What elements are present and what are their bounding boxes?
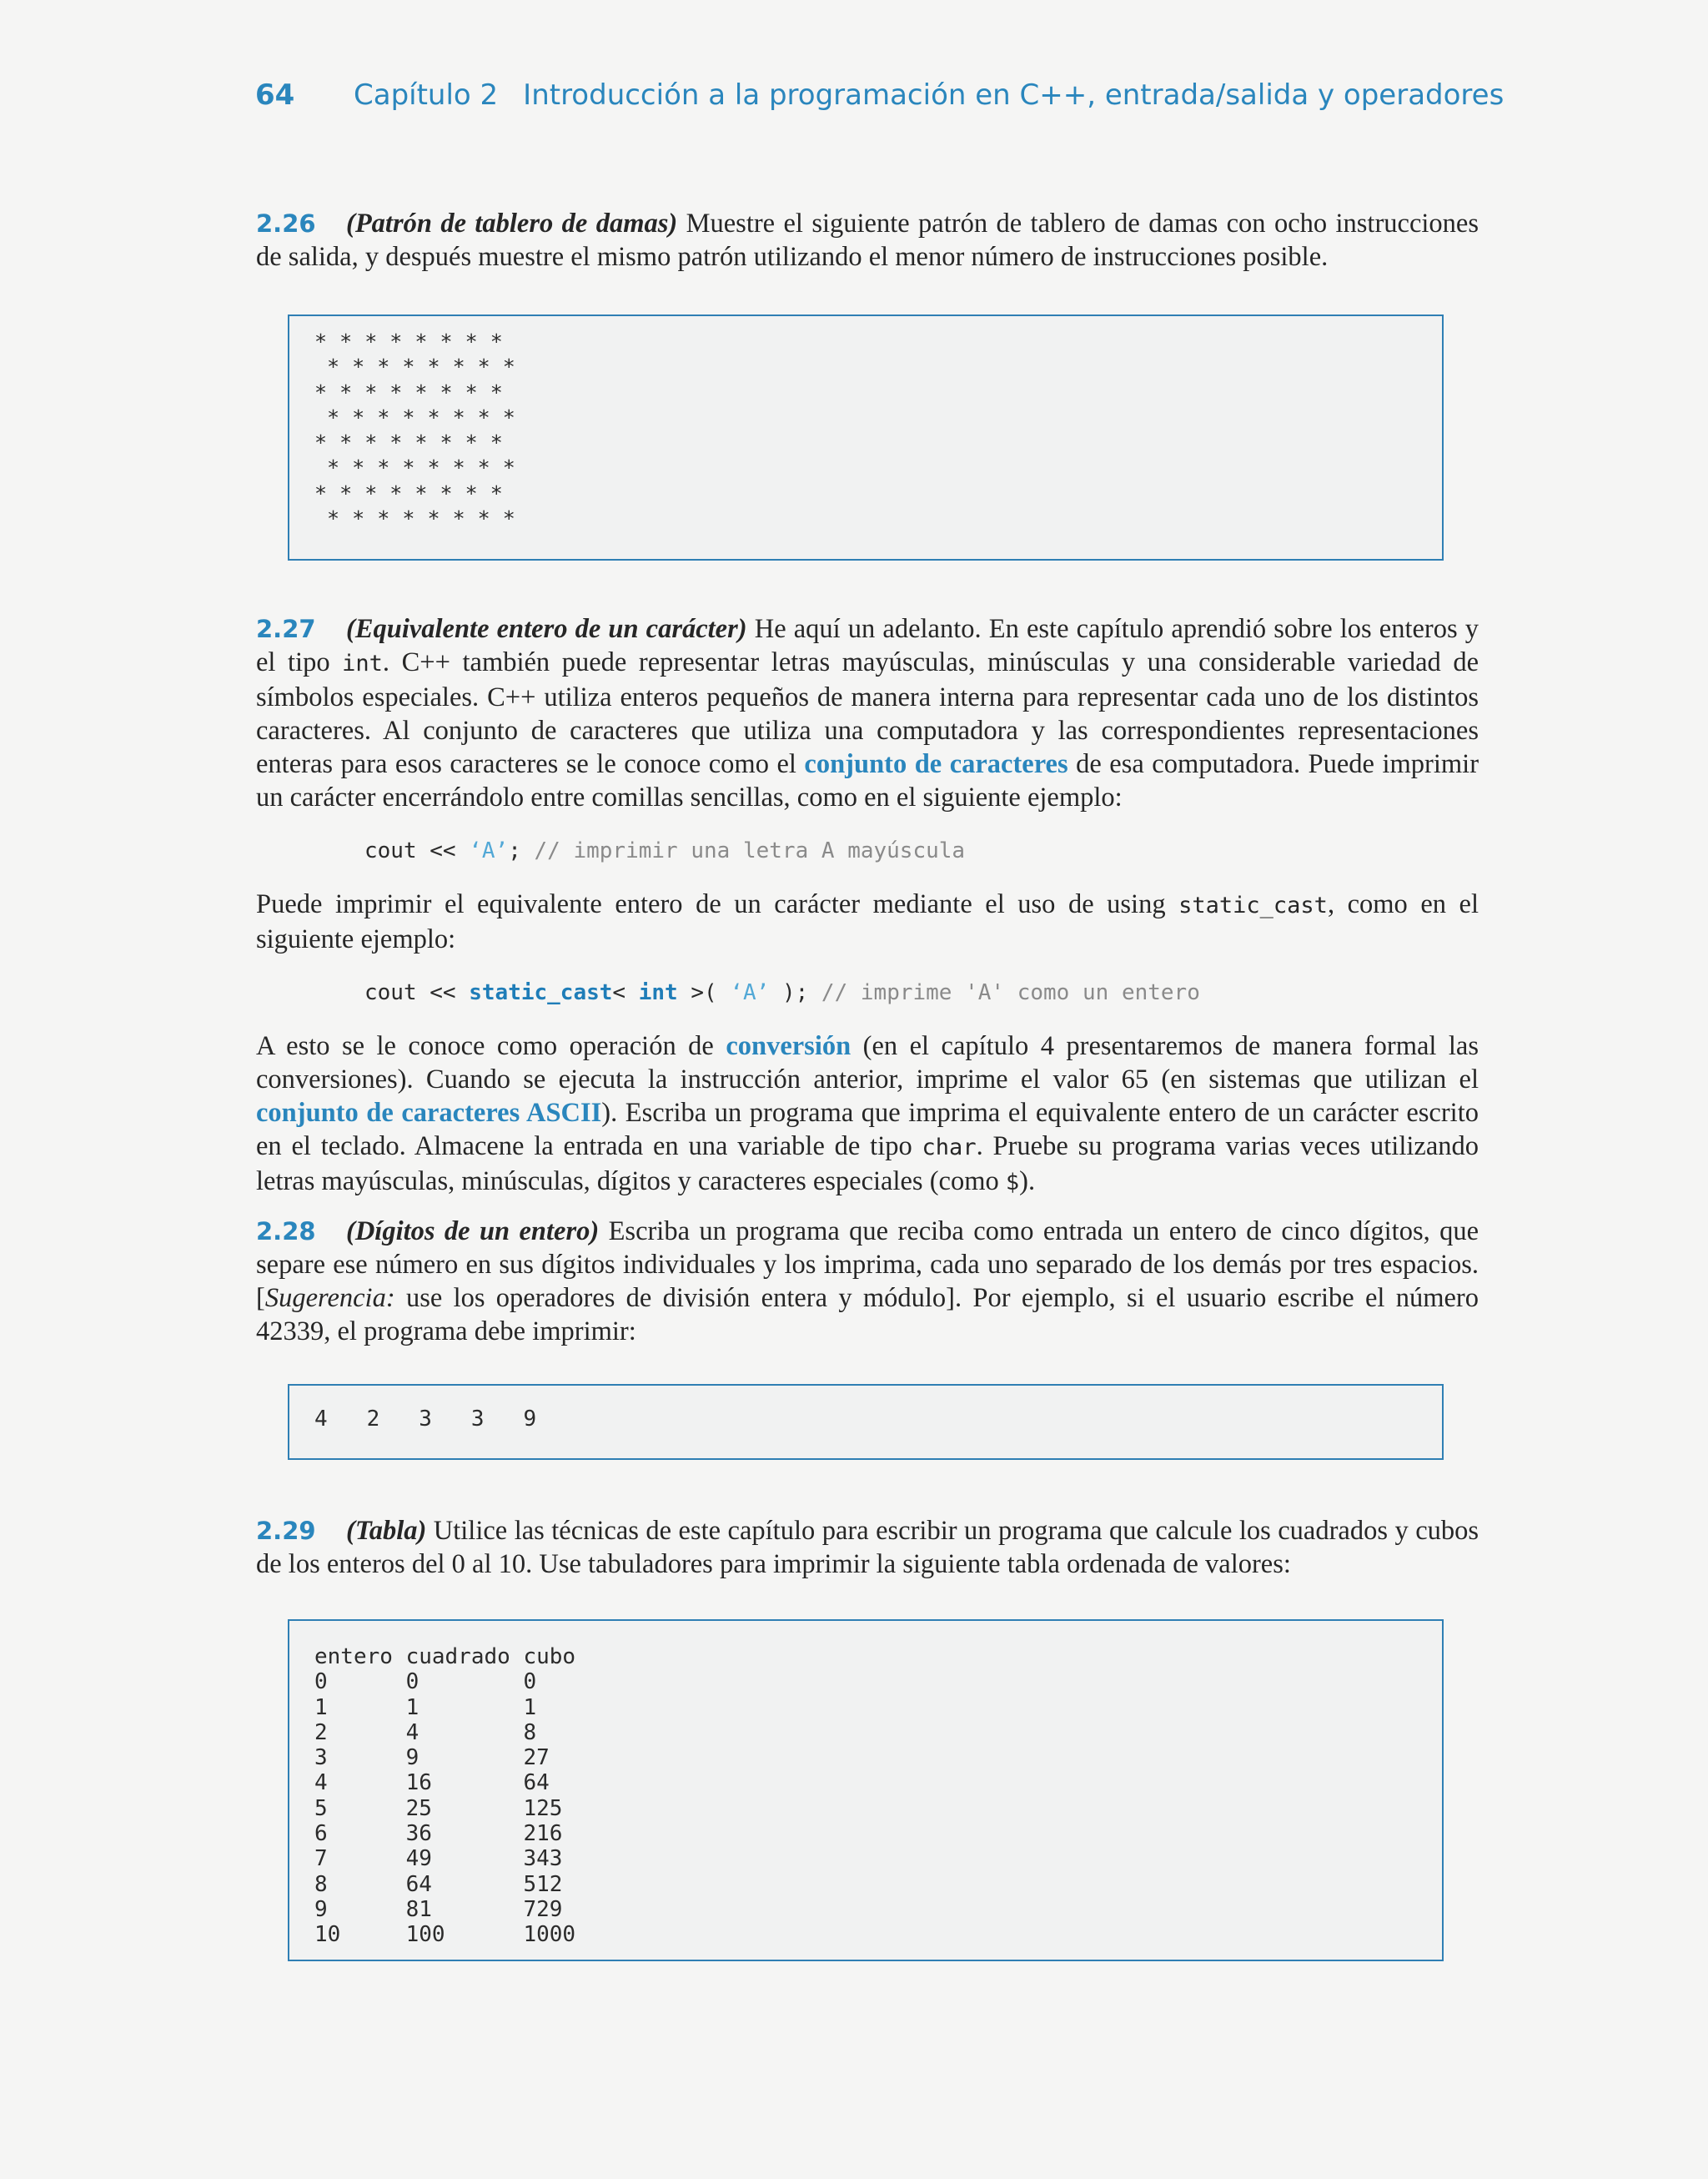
exercise-text: (en el capítulo 4 presentaremos de manera formal las conversiones). Cuando se ejecuta la instrucción anterior, imprime el valor 65 (en sistemas que utilizan el bbox=[256, 1031, 1479, 1095]
code-text: cout << bbox=[364, 980, 470, 1005]
chapter-title: Introducción a la programación en C++, entrada/salida y operadores bbox=[523, 78, 1505, 112]
key-term-conversion: conversión bbox=[726, 1031, 851, 1061]
exercise-text: use los operadores de división entera y módulo]. Por ejemplo, si el usuario escribe el número 42339, el programa debe imprimir: bbox=[256, 1283, 1479, 1346]
code-comment: // imprime 'A' como un entero bbox=[821, 980, 1200, 1005]
exercise-2-29 bbox=[256, 1514, 1479, 1581]
exercise-text: . Pruebe su programa varias veces utilizando letras mayúsculas, minúsculas, dígitos y caracteres especiales (como bbox=[256, 1131, 1479, 1196]
exercise-2-27 bbox=[256, 612, 1479, 814]
code-text: ; bbox=[508, 838, 535, 863]
code-keyword: int bbox=[638, 980, 678, 1005]
code-text: < bbox=[612, 980, 639, 1005]
code-comment: // imprimir una letra A mayúscula bbox=[534, 838, 966, 863]
squares-cubes-table-box bbox=[288, 1619, 1444, 1961]
code-text: cout << bbox=[364, 838, 470, 863]
exercise-text: de esa computadora. Puede imprimir un carácter encerrándolo entre comillas sencillas, como en el siguiente ejemplo: bbox=[256, 749, 1479, 813]
key-term-ascii: conjunto de caracteres ASCII bbox=[256, 1098, 602, 1128]
checkerboard-output-box bbox=[288, 315, 1444, 561]
code-example-1 bbox=[364, 837, 965, 865]
exercise-number: 2.28 bbox=[256, 1217, 316, 1246]
exercise-number: 2.27 bbox=[256, 615, 316, 643]
exercise-text: Utilice las técnicas de este capítulo para escribir un programa que calcule los cuadrados y cubos de los enteros del 0 al 10. Use tabuladores para imprimir la siguiente tabla ordenada de valores: bbox=[256, 1516, 1479, 1579]
exercise-2-27-cont-2 bbox=[256, 1029, 1479, 1200]
hint-label: Sugerencia: bbox=[264, 1283, 395, 1313]
digits-output-box bbox=[288, 1384, 1444, 1460]
chapter-label: Capítulo 2 bbox=[354, 78, 499, 112]
code-keyword-int: int bbox=[342, 651, 383, 677]
exercise-text: A esto se le conoce como operación de bbox=[256, 1031, 714, 1061]
exercise-text: Puede imprimir el equivalente entero de un carácter mediante el uso de using bbox=[256, 889, 1166, 919]
exercise-text: . C++ también puede representar letras mayúsculas, minúsculas y una considerable variedad de símbolos especiales. C++ utiliza enteros pequeños de manera interna para representar cada uno de los distintos caracteres. Al conjunto de caracteres que utiliza una computadora y las correspondientes representaciones enteras para esos caracteres se le conoce como el bbox=[256, 647, 1479, 779]
exercise-title: (Tabla) bbox=[346, 1516, 427, 1546]
code-text: ); bbox=[769, 980, 821, 1005]
code-example-2 bbox=[364, 979, 1200, 1007]
digits-output: 4 2 3 3 9 bbox=[314, 1407, 537, 1432]
exercise-title: (Equivalente entero de un carácter) bbox=[346, 614, 747, 644]
exercise-title: (Dígitos de un entero) bbox=[346, 1216, 600, 1246]
code-keyword-char: char bbox=[922, 1135, 977, 1160]
exercise-text: , como en el siguiente ejemplo: bbox=[256, 889, 1479, 954]
page-number: 64 bbox=[255, 78, 295, 112]
exercise-2-28 bbox=[256, 1215, 1479, 1348]
code-text: >( bbox=[677, 980, 731, 1005]
code-dollar: $ bbox=[1005, 1170, 1020, 1195]
squares-cubes-table: entero cuadrado cubo 0 0 0 1 1 1 2 4 8 3 9 27 4 16 64 5 25 125 6 36 216 7 49 343 8 64 512 9 81 729 10 100 1000 bbox=[314, 1644, 576, 1948]
checkerboard-pattern: * * * * * * * * * * * * * * * * * * * * * * * * * * * * * * * * * * * * * * * * * * * * * * * * * * * * * * * * * * * * * * * * bbox=[314, 330, 515, 531]
exercise-text: Muestre el siguiente patrón de tablero de damas con ocho instrucciones de salida, y después muestre el mismo patrón utilizando el menor número de instrucciones posible. bbox=[256, 209, 1479, 272]
code-keyword-static-cast: static_cast bbox=[1178, 893, 1328, 918]
exercise-number: 2.26 bbox=[256, 209, 316, 238]
code-char-literal: ‘A’ bbox=[469, 838, 509, 863]
exercise-2-27-cont-1 bbox=[256, 888, 1479, 956]
exercise-text: Escriba un programa que reciba como entrada un entero de cinco dígitos, que separe ese número en sus dígitos individuales y los imprima, cada uno separado de los demás por tres espacios. [ bbox=[256, 1216, 1479, 1313]
key-term-charset: conjunto de caracteres bbox=[804, 749, 1068, 779]
code-keyword: static_cast bbox=[469, 980, 613, 1005]
exercise-2-26 bbox=[256, 207, 1479, 274]
exercise-text: He aquí un adelanto. En este capítulo aprendió sobre los enteros y el tipo bbox=[256, 614, 1479, 677]
exercise-text: ). Escriba un programa que imprima el equivalente entero de un carácter escrito en el teclado. Almacene la entrada en una variable de tipo bbox=[256, 1098, 1479, 1161]
page-header bbox=[255, 78, 1506, 120]
exercise-number: 2.29 bbox=[256, 1517, 316, 1545]
exercise-title: (Patrón de tablero de damas) bbox=[346, 209, 678, 239]
exercise-text: ). bbox=[1019, 1166, 1036, 1196]
code-char-literal: ‘A’ bbox=[730, 980, 770, 1005]
